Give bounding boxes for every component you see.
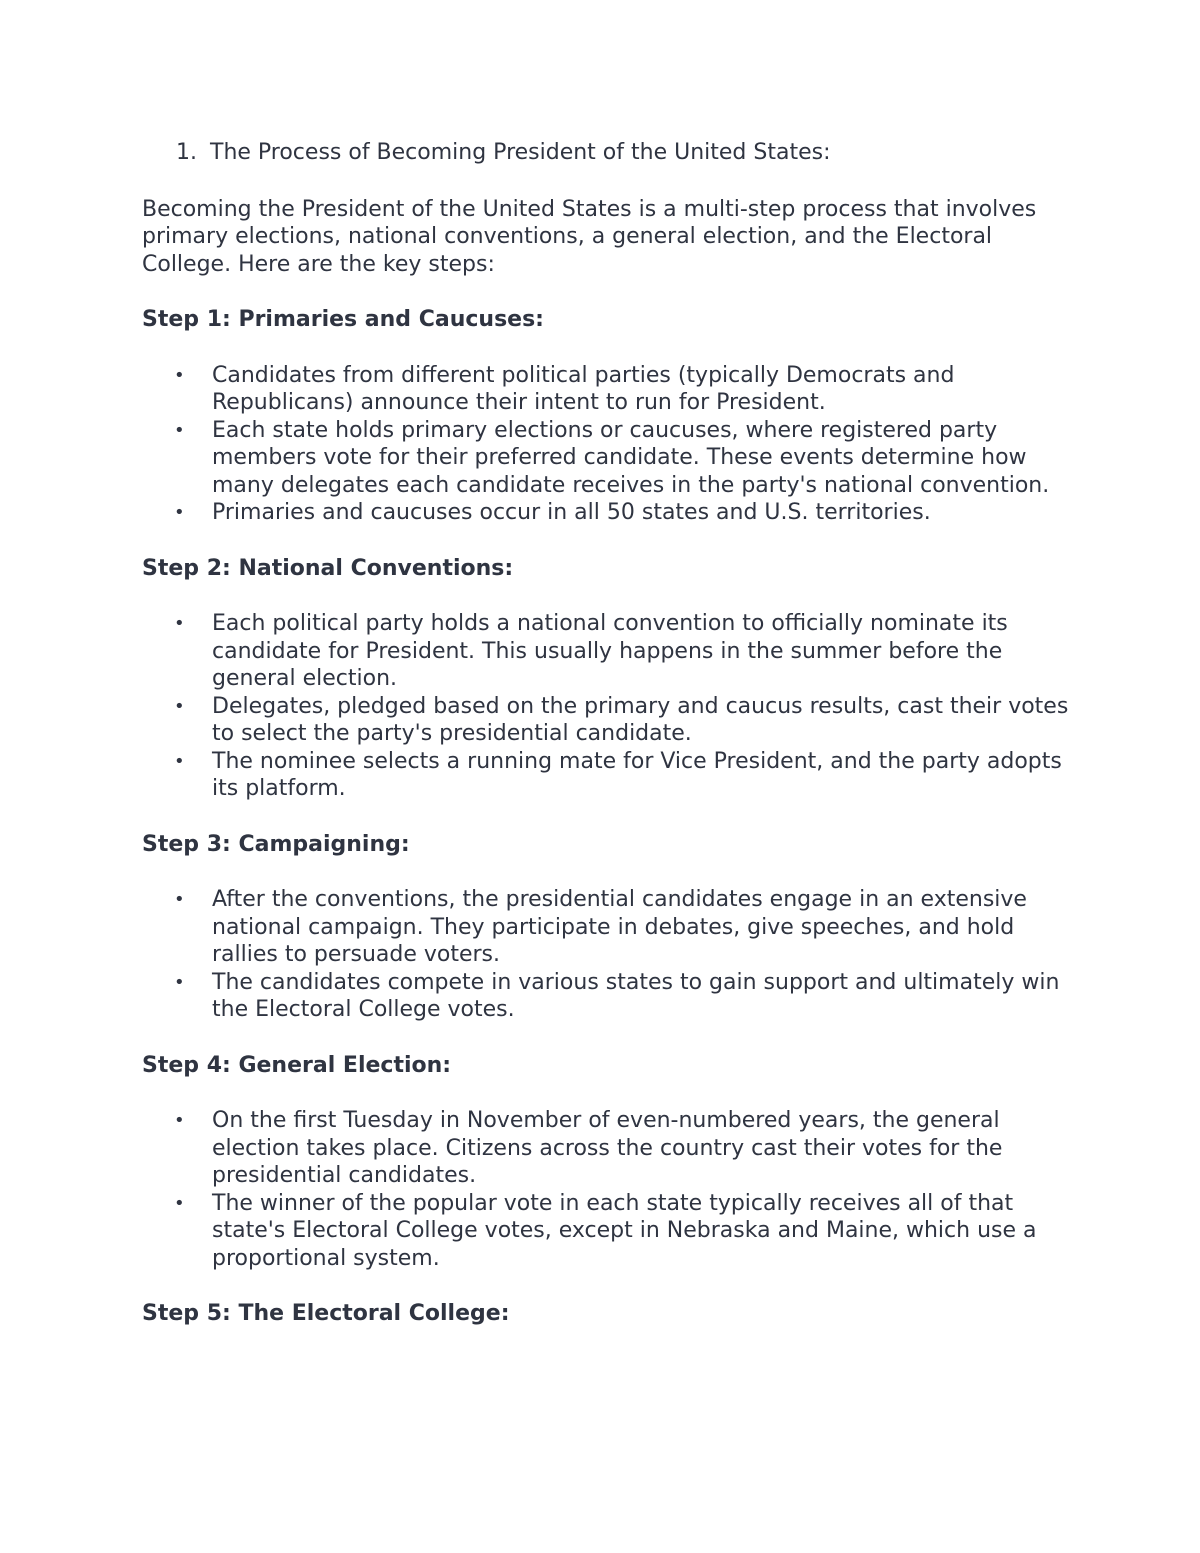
intro-paragraph: Becoming the President of the United States is a multi-step process that involves primary elections, national conventions, a general election, and the Electoral College. Here are the key steps: <box>142 196 1037 277</box>
list-item <box>142 748 1072 803</box>
list-item-text: After the conventions, the presidential candidates engage in an extensive national campaign. They participate in debates, give speeches, and hold rallies to persuade voters. <box>212 887 1027 967</box>
list-item-text: Primaries and caucuses occur in all 50 states and U.S. territories. <box>212 500 931 525</box>
bullet-icon: • <box>174 1110 185 1131</box>
bullet-icon: • <box>174 613 185 634</box>
document-title: The Process of Becoming President of the United States: <box>210 140 831 165</box>
list-item <box>142 417 1072 500</box>
step-3-heading: Step 3: Campaigning: <box>142 831 410 857</box>
list-item <box>142 693 1072 748</box>
list-item-text: The winner of the popular vote in each state typically receives all of that state's Electoral College votes, except in Nebraska and Maine, which use a proportional system. <box>212 1190 1037 1271</box>
document-page <box>142 139 1072 1356</box>
list-item <box>142 1190 1072 1273</box>
bullet-icon: • <box>174 889 185 910</box>
list-item-text: On the first Tuesday in November of even-numbered years, the general election takes place. Citizens across the country cast their votes for the presidential candidates. <box>212 1108 1003 1188</box>
bullet-icon: • <box>174 364 185 386</box>
list-item <box>142 362 1072 417</box>
step-1-heading: Step 1: Primaries and Caucuses: <box>142 307 544 332</box>
list-item <box>142 499 1072 527</box>
list-item <box>142 886 1072 969</box>
bullet-icon: • <box>174 971 185 993</box>
step-2-heading: Step 2: National Conventions: <box>142 555 514 581</box>
list-item-text: Delegates, pledged based on the primary and caucus results, cast their votes to select the party's presidential candidate. <box>212 693 1069 746</box>
list-number: 1. <box>176 140 197 165</box>
list-item <box>142 610 1072 693</box>
list-item <box>142 969 1072 1024</box>
step-5-heading: Step 5: The Electoral College: <box>142 1301 510 1326</box>
step-4-list <box>142 1107 1072 1272</box>
list-item-text: The candidates compete in various states to gain support and ultimately win the Electoral College votes. <box>212 969 1060 1022</box>
bullet-icon: • <box>174 419 185 441</box>
step-3-list <box>142 886 1072 1024</box>
list-item-text: Candidates from different political parties (typically Democrats and Republicans) announce their intent to run for President. <box>212 362 955 415</box>
bullet-icon: • <box>174 695 185 717</box>
step-4-heading: Step 4: General Election: <box>142 1052 452 1078</box>
list-item-text: Each political party holds a national convention to officially nominate its candidate for President. This usually happens in the summer before the general election. <box>212 611 1008 691</box>
bullet-icon: • <box>174 502 185 523</box>
list-item-text: Each state holds primary elections or caucuses, where registered party members vote for their preferred candidate. These events determine how many delegates each candidate receives in the party's national convention. <box>212 417 1050 498</box>
list-item-text: The nominee selects a running mate for Vice President, and the party adopts its platform. <box>212 748 1062 801</box>
bullet-icon: • <box>174 750 185 772</box>
numbered-heading <box>142 139 1072 167</box>
step-2-list <box>142 610 1072 803</box>
bullet-icon: • <box>174 1192 185 1214</box>
step-1-list <box>142 362 1072 527</box>
list-item <box>142 1107 1072 1190</box>
